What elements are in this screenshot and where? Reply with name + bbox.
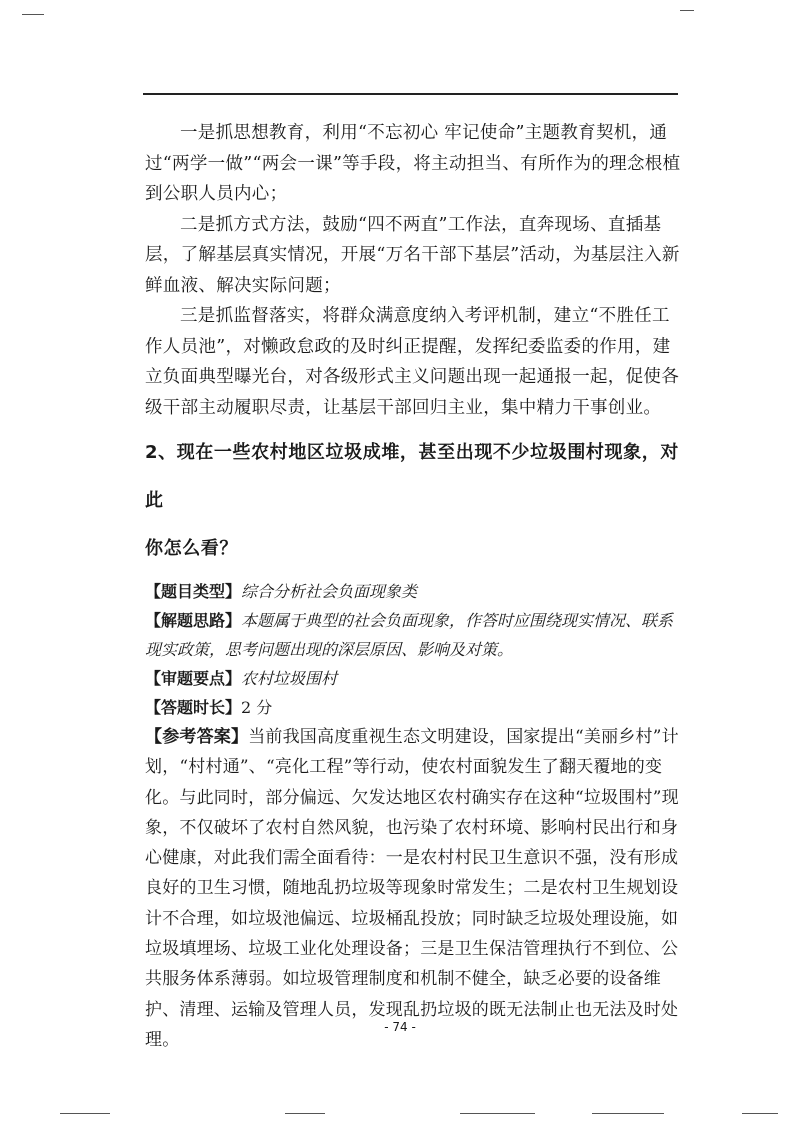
field-approach xyxy=(145,606,685,664)
field-value: 综合分析社会负面现象类 xyxy=(241,582,418,601)
paragraph-3: 三是抓监督落实，将群众满意度纳入考评机制，建立“不胜任工作人员池”，对懒政怠政的及时纠正提醒，发挥纪委监委的作用，建立负面典型曝光台，对各级形式主义问题出现一起通报一起，促使各级干部主动履职尽责，让基层干部回归主业，集中精力干事创业。 xyxy=(145,306,679,418)
field-value: 2 分 xyxy=(241,698,273,717)
page-content xyxy=(145,118,685,1055)
scan-mark-top-right xyxy=(680,10,694,11)
scan-mark-bottom-1 xyxy=(60,1113,110,1114)
field-duration xyxy=(145,693,685,722)
paragraph-1: 一是抓思想教育，利用“不忘初心 牢记使命”主题教育契机，通过“两学一做”“两会一课”等手段，将主动担当、有所作为的理念根植到公职人员内心； xyxy=(145,123,681,204)
answer-label: 【参考答案】 xyxy=(145,727,249,747)
header-rule xyxy=(143,93,678,95)
field-label: 【审题要点】 xyxy=(145,669,242,688)
field-label: 【题目类型】 xyxy=(145,582,242,601)
field-label: 【解题思路】 xyxy=(145,611,242,630)
answer-text: 当前我国高度重视生态文明建设，国家提出“美丽乡村”计划，“村村通”、“亮化工程”等行动，使农村面貌发生了翻天覆地的变化。与此同时，部分偏远、欠发达地区农村确实存在这种“垃圾围村”现象，不仅破坏了农村自然风貌，也污染了农村环境、影响村民出行和身心健康，对此我们需全面看待：一是农村村民卫生意识不强，没有形成良好的卫生习惯，随地乱扔垃圾等现象时常发生；二是农村卫生规划设计不合理，如垃圾池偏远、垃圾桶乱投放；同时缺乏垃圾处理设施，如垃圾填埋场、垃圾工业化处理设备；三是卫生保洁管理执行不到位、公共服务体系薄弱。如垃圾管理制度和机制不健全，缺乏必要的设备维护、清理、运输及管理人员，发现乱扔垃圾的既无法制止也无法及时处理。 xyxy=(145,727,679,1050)
field-value: 本题属于典型的社会负面现象，作答时应围绕现实情况、联系现实政策，思考问题出现的深层原因、影响及对策。 xyxy=(145,611,674,659)
scan-mark-bottom-2 xyxy=(285,1113,325,1114)
paragraph-2: 二是抓方式方法，鼓励“四不两直”工作法，直奔现场、直插基层，了解基层真实情况，开展“万名干部下基层”活动，为基层注入新鲜血液、解决实际问题； xyxy=(145,214,680,296)
scan-mark-bottom-4 xyxy=(592,1113,664,1114)
question-heading xyxy=(145,429,685,573)
field-value: 农村垃圾围村 xyxy=(241,669,338,688)
scan-mark-bottom-3 xyxy=(460,1113,535,1114)
question-line-1: 2、现在一些农村地区垃圾成堆，甚至出现不少垃圾围村现象，对此 xyxy=(145,442,679,511)
field-label: 【答题时长】 xyxy=(145,698,242,717)
scan-mark-bottom-5 xyxy=(742,1113,778,1114)
question-line-2: 你怎么看？ xyxy=(145,538,238,559)
field-question-type xyxy=(145,577,685,606)
field-key-point xyxy=(145,664,685,693)
page-number: - 74 - xyxy=(384,1020,416,1034)
scan-mark-top-left xyxy=(22,14,44,15)
reference-answer xyxy=(145,722,685,1055)
